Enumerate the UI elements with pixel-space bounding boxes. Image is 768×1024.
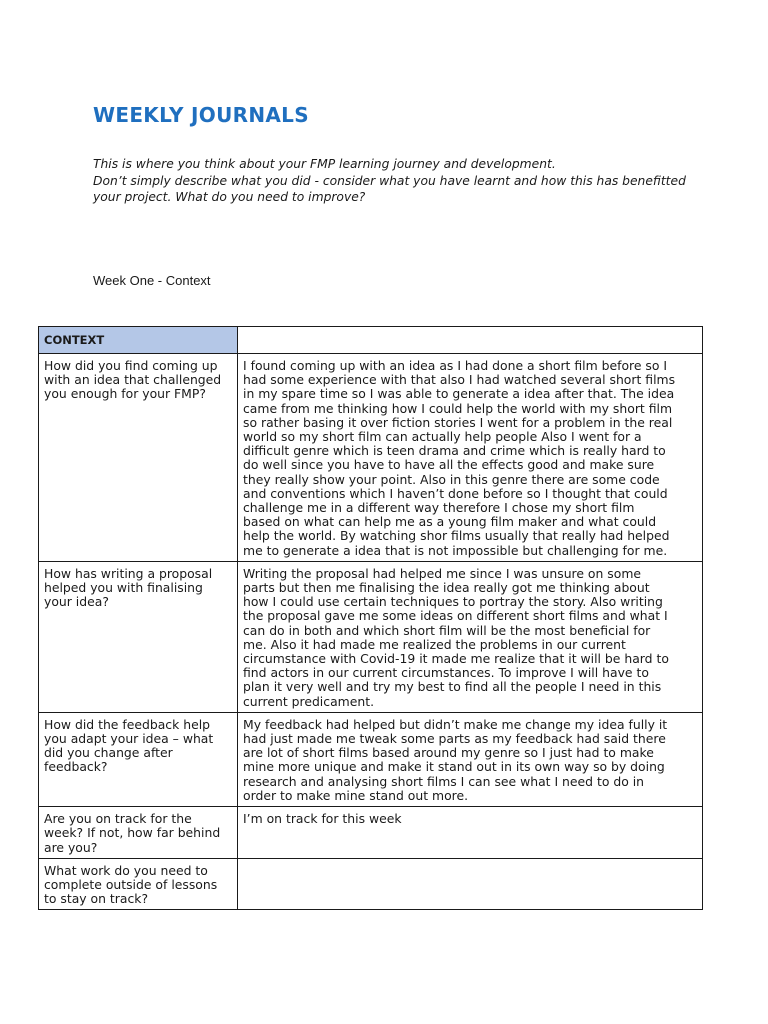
- context-header-value: [238, 327, 703, 354]
- question-line: feedback?: [44, 759, 108, 775]
- answer-line: mine more unique and make it stand out in its own way so by doing: [243, 759, 665, 775]
- answer-line: do well since you have to have all the effects good and make sure: [243, 457, 655, 473]
- journal-table: [38, 326, 703, 910]
- question-line: What work do you need to: [44, 862, 208, 878]
- answer-line: they really show your point. Also in this genre there are some code: [243, 471, 660, 487]
- question-line: How did the feedback help: [44, 716, 210, 732]
- answer-cell[interactable]: [238, 354, 703, 562]
- table-row: [39, 712, 703, 806]
- answer-cell[interactable]: [238, 807, 703, 859]
- table-row: [39, 561, 703, 712]
- question-line: did you change after: [44, 745, 173, 761]
- intro-line: This is where you think about your FMP learning journey and development.: [93, 157, 556, 171]
- context-header: CONTEXT: [39, 327, 238, 354]
- answer-line: challenge me in a different way therefore I chose my short film: [243, 500, 635, 516]
- table-row: [39, 858, 703, 910]
- question-line: your idea?: [44, 594, 109, 610]
- answer-line: I’m on track for this week: [243, 811, 402, 827]
- answer-line: My feedback had helped but didn’t make me change my idea fully it: [243, 716, 668, 732]
- answer-line: plan it very well and try my best to find all the people I need in this: [243, 679, 662, 695]
- answer-line: I found coming up with an idea as I had done a short film before so I: [243, 358, 668, 373]
- answer-line: had just made me tweak some parts as my feedback had said there: [243, 731, 666, 747]
- question-line: you adapt your idea – what: [44, 731, 214, 747]
- question-line: Are you on track for the: [44, 811, 192, 827]
- answer-line: can do in both and which short film will be the most beneficial for: [243, 622, 651, 638]
- question-cell: [39, 561, 238, 712]
- question-line: week? If not, how far behind: [44, 825, 221, 841]
- answer-line: had some experience with that also I had watched several short films: [243, 372, 676, 388]
- answer-line: so rather basing it over fiction stories I went for a problem in the real: [243, 414, 673, 430]
- answer-cell[interactable]: [238, 561, 703, 712]
- table-header-row: [39, 327, 703, 354]
- answer-line: find actors in our current circumstances. To improve I will have to: [243, 665, 649, 681]
- answer-line: help the world. By watching shor films usually that really had helped: [243, 528, 670, 544]
- answer-line: difficult genre which is teen drama and crime which is really hard to: [243, 443, 666, 459]
- question-cell: [39, 858, 238, 910]
- question-line: complete outside of lessons: [44, 876, 218, 892]
- week-heading: Week One - Context: [93, 273, 211, 288]
- question-line: with an idea that challenged: [44, 372, 222, 388]
- question-cell: [39, 712, 238, 806]
- answer-line: order to make mine stand out more.: [243, 787, 469, 803]
- table-row: [39, 807, 703, 859]
- answer-line: parts but then me finalising the idea really got me thinking about: [243, 580, 650, 596]
- question-cell: [39, 354, 238, 562]
- question-line: to stay on track?: [44, 891, 149, 907]
- answer-line: how I could use certain techniques to portray the story. Also writing: [243, 594, 663, 610]
- answer-cell[interactable]: [238, 858, 703, 910]
- answer-line: based on what can help me as a young film maker and what could: [243, 514, 657, 530]
- intro-line: your project. What do you need to improve?: [93, 190, 366, 204]
- answer-line: current predicament.: [243, 693, 375, 709]
- answer-line: in my spare time so I was able to generate a idea after that. The idea: [243, 386, 675, 402]
- answer-line: world so my short film can actually help people Also I went for a: [243, 429, 642, 445]
- answer-line: me. Also it had made me realized the problems in our current: [243, 636, 626, 652]
- answer-line: circumstance with Covid-19 it made me realize that it will be hard to: [243, 651, 669, 667]
- question-line: are you?: [44, 839, 98, 855]
- table-row: [39, 354, 703, 562]
- question-line: How has writing a proposal: [44, 565, 213, 581]
- answer-line: the proposal gave me some ideas on different short films and what I: [243, 608, 668, 624]
- answer-line: are lot of short films based around my genre so I just had to make: [243, 745, 654, 761]
- answer-line: came from me thinking how I could help the world with my short film: [243, 400, 673, 416]
- answer-cell[interactable]: [238, 712, 703, 806]
- answer-line: and conventions which I haven’t done before so I thought that could: [243, 485, 668, 501]
- answer-line: me to generate a idea that is not impossible but challenging for me.: [243, 542, 668, 558]
- question-line: you enough for your FMP?: [44, 386, 206, 402]
- answer-line: research and analysing short films I can see what I need to do in: [243, 773, 645, 789]
- question-line: How did you find coming up: [44, 358, 218, 373]
- intro-text: [93, 156, 733, 206]
- question-line: helped you with finalising: [44, 580, 203, 596]
- answer-line: Writing the proposal had helped me since I was unsure on some: [243, 565, 642, 581]
- intro-line: Don’t simply describe what you did - consider what you have learnt and how this has benefitted: [93, 173, 686, 188]
- page-title: WEEKLY JOURNALS: [93, 103, 309, 127]
- question-cell: [39, 807, 238, 859]
